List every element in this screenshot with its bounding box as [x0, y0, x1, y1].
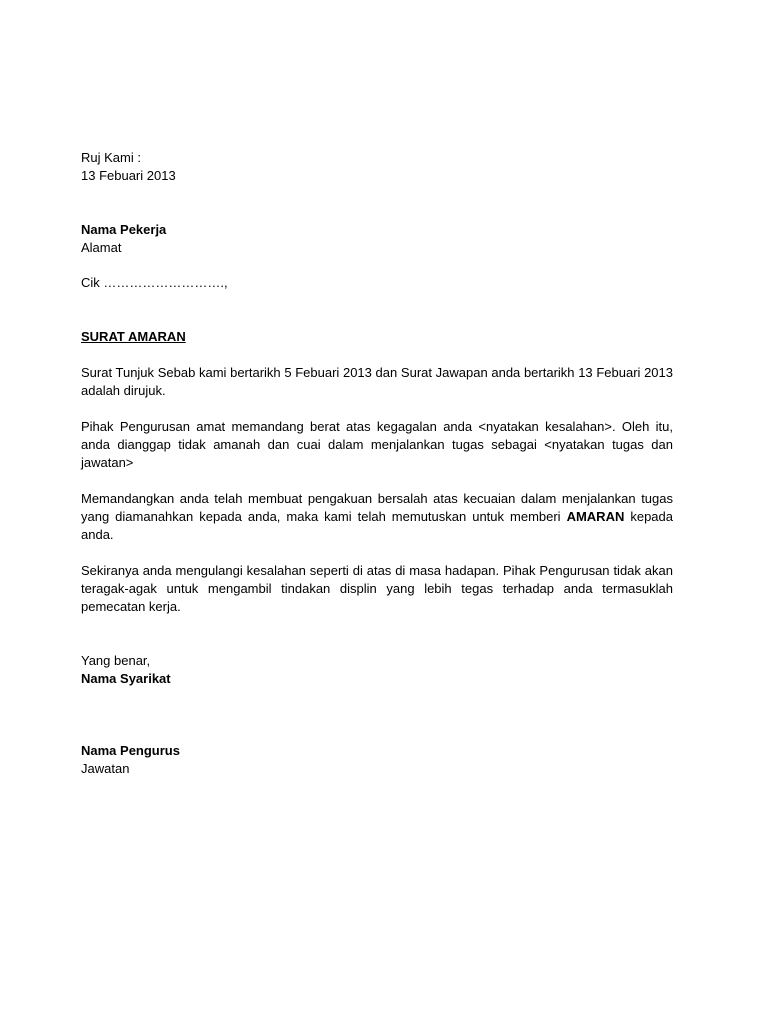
signatory-title: Jawatan [81, 761, 130, 776]
decision-text-start: Memandangkan anda telah membuat pengakuan bersalah atas kecuaian dalam menjalankan tugas yang diamanahkan kepada anda, maka kami telah memutuskan untuk memberi [81, 491, 673, 524]
recipient-address: Alamat [81, 240, 122, 255]
paragraph-offence: Pihak Pengurusan amat memandang berat atas kegagalan anda <nyatakan kesalahan>. Oleh itu, anda dianggap tidak amanah dan cuai dalam menjalankan tugas sebagai <nyatakan tugas dan jawatan> [81, 419, 673, 470]
letter-subject: SURAT AMARAN [81, 329, 186, 344]
warning-keyword: AMARAN [566, 509, 625, 524]
paragraph-reference: Surat Tunjuk Sebab kami bertarikh 5 Febuari 2013 dan Surat Jawapan anda bertarikh 13 Febuari 2013 adalah dirujuk. [81, 365, 673, 398]
signatory-name: Nama Pengurus [81, 743, 180, 758]
decision-text-end: kepada anda. [81, 509, 674, 542]
company-name: Nama Syarikat [81, 671, 171, 686]
recipient-name: Nama Pekerja [81, 222, 167, 237]
closing: Yang benar, [81, 653, 151, 668]
letter-page [81, 149, 673, 778]
salutation: Cik ………………………., [81, 275, 228, 290]
letter-date: 13 Febuari 2013 [81, 168, 176, 183]
paragraph-decision [81, 490, 673, 544]
paragraph-consequence: Sekiranya anda mengulangi kesalahan seperti di atas di masa hadapan. Pihak Pengurusan tidak akan teragak-agak untuk mengambil tindakan displin yang lebih tegas terhadap anda termasuklah pemecatan kerja. [81, 563, 673, 614]
reference-label: Ruj Kami : [81, 150, 141, 165]
